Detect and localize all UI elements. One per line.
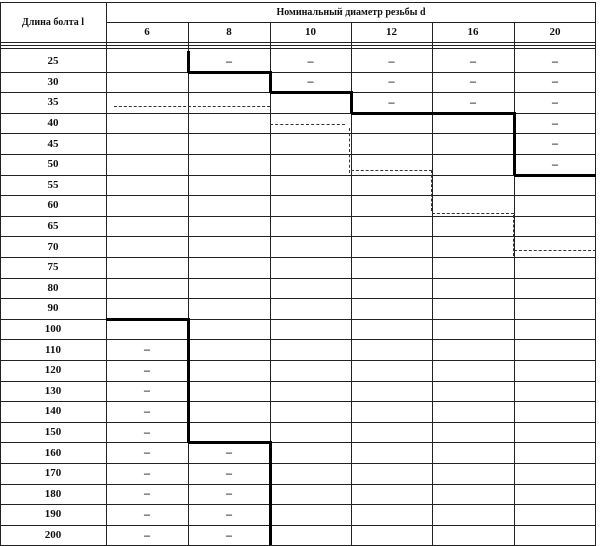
grid-row-hline [0, 381, 596, 382]
dash-cell-6-130: – [144, 383, 150, 398]
dash-cell-6-160: – [144, 445, 150, 460]
grid-row-hline [0, 360, 596, 361]
column-header-10: 10 [305, 26, 316, 38]
boundary-h-10 [270, 91, 351, 94]
dash-cell-6-140: – [144, 403, 150, 418]
dash-cell-20-35: – [552, 94, 558, 109]
grid-row-hline [0, 278, 596, 279]
grid-row-hline [0, 442, 596, 443]
grid-row-hline [0, 504, 596, 505]
grid-vline-2 [188, 22, 189, 545]
row-label-170: 170 [44, 467, 62, 480]
boundary-h-6 [106, 318, 188, 321]
row-label-30: 30 [47, 75, 59, 88]
row-label-120: 120 [44, 364, 62, 377]
grid-top-border [0, 2, 596, 3]
boundary-h-12-16 [351, 112, 514, 115]
column-header-8: 8 [226, 26, 232, 38]
row-label-75: 75 [47, 261, 59, 274]
column-header-12: 12 [386, 26, 397, 38]
grid-row-hline [0, 236, 596, 237]
boundary-v-10 [269, 71, 272, 93]
row-label-150: 150 [44, 426, 62, 439]
row-label-100: 100 [44, 323, 62, 336]
grid-header-hline-b [0, 45, 596, 46]
grid-header-hline-a [0, 42, 596, 43]
dashed-v-16 [431, 170, 432, 211]
dash-cell-8-190: – [226, 506, 232, 521]
grid-row-hline [0, 195, 596, 196]
dashed-h-6-8 [114, 106, 270, 107]
row-label-25: 25 [47, 55, 59, 68]
row-label-200: 200 [44, 529, 62, 542]
dash-cell-10-25: – [307, 53, 314, 68]
boundary-v-8 [187, 51, 190, 73]
row-label-70: 70 [47, 240, 59, 253]
row-label-180: 180 [44, 487, 62, 500]
boundary-h-8-low [188, 441, 270, 444]
dashed-h-20 [514, 250, 596, 251]
dash-cell-20-40: – [552, 115, 558, 130]
boundary-v-20 [513, 112, 516, 175]
dash-cell-6-110: – [144, 342, 150, 357]
dash-cell-20-50: – [552, 156, 558, 171]
dashed-v-12 [349, 128, 350, 173]
dash-cell-10-30: – [307, 74, 314, 89]
grid-row-hline [0, 463, 596, 464]
row-label-160: 160 [44, 446, 62, 459]
dash-cell-20-25: – [552, 53, 558, 68]
row-label-45: 45 [47, 137, 59, 150]
grid-row-hline [0, 484, 596, 485]
dash-cell-6-180: – [144, 486, 150, 501]
column-header-6: 6 [144, 26, 150, 38]
dash-cell-20-30: – [552, 74, 558, 89]
column-header-16: 16 [467, 26, 479, 38]
grid-row-hline [0, 133, 596, 134]
grid-row-hline [0, 154, 596, 155]
dashed-h-12 [351, 170, 432, 171]
row-label-140: 140 [44, 405, 62, 418]
dashed-h-16 [432, 213, 514, 214]
dash-cell-8-180: – [226, 486, 232, 501]
dash-cell-8-25: – [226, 53, 232, 68]
row-label-50: 50 [47, 158, 59, 171]
row-label-80: 80 [47, 281, 59, 294]
grid-row-hline [0, 401, 596, 402]
grid-row-hline [0, 257, 596, 258]
row-label-190: 190 [44, 508, 62, 521]
row-label-65: 65 [47, 220, 59, 233]
dash-cell-6-170: – [144, 465, 150, 480]
dash-cell-6-200: – [144, 527, 150, 542]
dashed-h-10 [270, 124, 345, 125]
grid-row-hline [0, 422, 596, 423]
dash-cell-12-25: – [388, 53, 395, 68]
dash-cell-8-200: – [226, 527, 232, 542]
grid-header-hline-c [0, 48, 596, 49]
grid-row-hline [0, 175, 596, 176]
boundary-v-6 [187, 318, 190, 443]
dash-cell-16-30: – [470, 74, 476, 89]
diameter-group-header: Номинальный диаметр резьбы d [276, 6, 426, 18]
grid-row-hline [0, 216, 596, 217]
row-label-header: Длина болта l [21, 16, 85, 28]
dash-cell-16-35: – [470, 94, 476, 109]
column-header-20: 20 [549, 26, 561, 38]
row-label-55: 55 [47, 178, 59, 191]
row-label-90: 90 [47, 302, 59, 315]
dash-cell-8-170: – [226, 465, 232, 480]
grid-row-hline [0, 319, 596, 320]
dash-cell-12-30: – [388, 74, 395, 89]
boundary-h-8 [188, 71, 270, 74]
dash-cell-6-150: – [144, 424, 150, 439]
grid-row-hline [0, 298, 596, 299]
dash-cell-16-25: – [470, 53, 476, 68]
grid-row-hline [0, 72, 596, 73]
row-label-60: 60 [47, 199, 59, 212]
grid-group-hline [106, 22, 596, 23]
row-label-35: 35 [47, 96, 59, 109]
grid-row-hline [0, 339, 596, 340]
grid-vline-6 [514, 22, 515, 545]
boundary-v-12 [350, 91, 353, 113]
grid-row-hline [0, 525, 596, 526]
row-label-40: 40 [47, 117, 59, 130]
dash-cell-20-45: – [552, 136, 558, 151]
dash-cell-6-190: – [144, 506, 150, 521]
boundary-v-8-low [269, 441, 272, 545]
dash-cell-8-160: – [226, 445, 232, 460]
grid-vline-5 [432, 22, 433, 545]
row-label-110: 110 [45, 343, 61, 356]
row-label-130: 130 [44, 384, 62, 397]
boundary-h-20 [514, 174, 596, 177]
dash-cell-6-120: – [144, 362, 150, 377]
dash-cell-12-35: – [388, 94, 395, 109]
